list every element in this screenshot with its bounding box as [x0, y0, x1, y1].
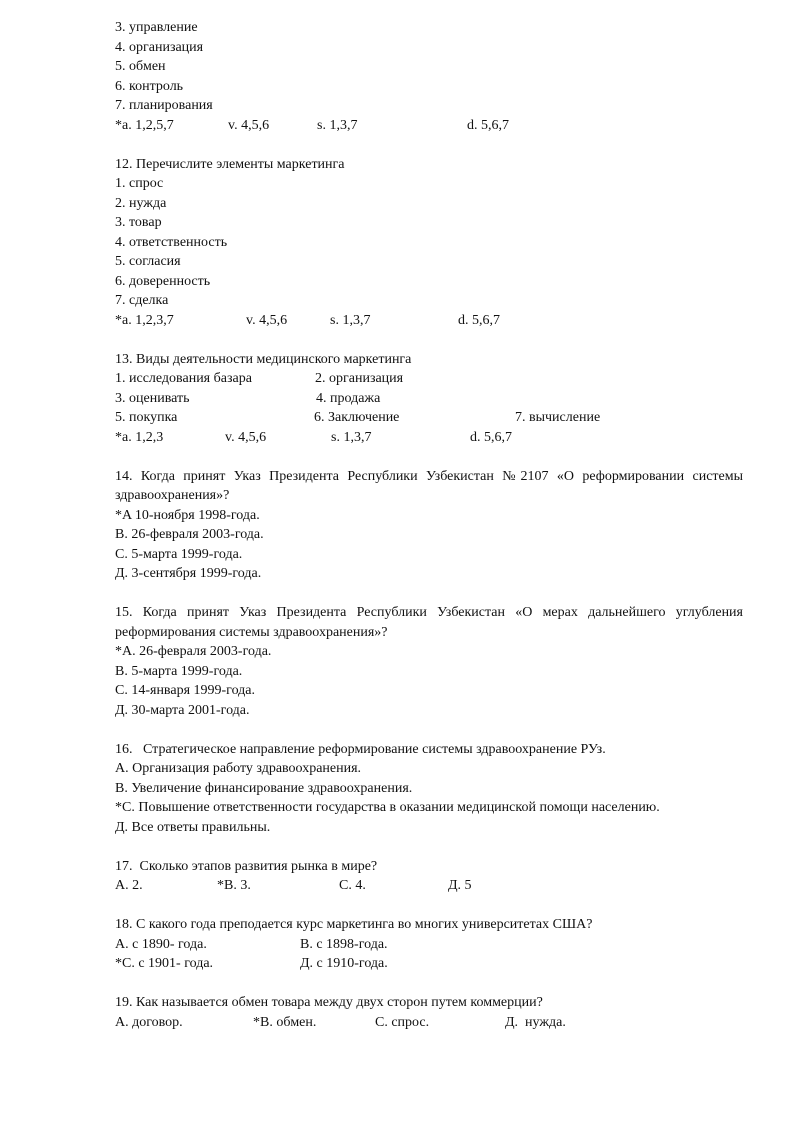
list-item: 3. управление — [115, 20, 198, 35]
list-item: 4. организация — [115, 39, 204, 55]
list-item: 5. обмен — [115, 59, 166, 74]
document-page — [115, 0, 743, 1131]
question-14-text: 14. Когда принят Указ Президента Республики Узбекистан №2107 «О реформировании системы здравоохранения»? — [115, 468, 743, 503]
question-18-text: 18. С какого года преподается курс маркетинга во многих университетах США? — [115, 917, 593, 932]
answer-option: Д. нужда. — [505, 1014, 566, 1030]
answer-option: B. 26-февраля 2003-года. — [115, 527, 264, 542]
answer-option: *B. обмен. — [253, 1014, 317, 1030]
list-item: 1. исследования базара — [115, 371, 252, 386]
answer-option: d. 5,6,7 — [470, 429, 512, 445]
question-13-text: 13. Виды деятельности медицинского маркетинга — [115, 351, 412, 367]
answer-option: Д. Все ответы правильны. — [115, 819, 271, 835]
answer-option: *a. 1,2,3,7 — [115, 312, 174, 328]
answer-option: A. договор. — [115, 1014, 183, 1030]
answer-option: *a. 1,2,3 — [115, 429, 164, 445]
answer-option: s. 1,3,7 — [317, 117, 358, 133]
answer-option: B. 5-марта 1999-года. — [115, 663, 243, 679]
list-item: 5. покупка — [115, 410, 178, 425]
list-item: 6. Заключение — [314, 410, 400, 425]
answer-option: B. с 1898-года. — [300, 936, 388, 952]
answer-option: Д. 3-сентября 1999-года. — [115, 566, 262, 581]
answer-option: C. спрос. — [375, 1014, 430, 1030]
answer-option: *A 10-ноября 1998-года. — [115, 507, 260, 523]
answer-option: C. 14-января 1999-года. — [115, 683, 255, 698]
question-17-text: 17. Сколько этапов развития рынка в мире? — [115, 858, 378, 874]
answer-option: v. 4,5,6 — [228, 117, 270, 133]
list-item: 2. нужда — [115, 195, 167, 211]
answer-option: Д. с 1910-года. — [300, 956, 388, 971]
list-item: 2. организация — [315, 371, 404, 386]
answer-option: d. 5,6,7 — [458, 312, 500, 328]
list-item: 7. сделка — [115, 293, 169, 308]
list-item: 4. продажа — [316, 390, 381, 406]
answer-option: C. 5-марта 1999-года. — [115, 546, 243, 562]
answer-option: *B. 3. — [217, 878, 251, 893]
list-item: 7. планирования — [115, 98, 213, 113]
answer-option: *A. 26-февраля 2003-года. — [115, 644, 272, 659]
list-item: 6. доверенность — [115, 273, 211, 289]
answer-option: s. 1,3,7 — [331, 429, 372, 445]
answer-option: B. Увеличение финансирование здравоохранения. — [115, 780, 413, 796]
answer-option: v. 4,5,6 — [246, 312, 288, 328]
list-item: 4. ответственность — [115, 234, 228, 250]
answer-option: s. 1,3,7 — [330, 312, 371, 328]
list-item: 1. спрос — [115, 176, 164, 191]
answer-option: *C. Повышение ответственности государства в оказании медицинской помощи населению. — [115, 800, 660, 815]
answer-option: A. Организация работу здравоохранения. — [115, 761, 362, 776]
answer-option: C. 4. — [339, 878, 366, 893]
list-item: 7. вычисление — [515, 410, 601, 425]
list-item: 6. контроль — [115, 78, 184, 94]
question-16-text: 16. Стратегическое направление реформирование системы здравоохранение РУз. — [115, 741, 606, 757]
question-19-text: 19. Как называется обмен товара между двух сторон путем коммерции? — [115, 995, 543, 1010]
list-item: 3. оценивать — [115, 390, 190, 406]
list-item: 5. согласия — [115, 254, 181, 269]
answer-option: d. 5,6,7 — [467, 117, 509, 133]
answer-option: Д. 5 — [448, 878, 472, 893]
list-item: 3. товар — [115, 215, 162, 230]
answer-option: Д. 30-марта 2001-года. — [115, 702, 250, 718]
answer-option: A. с 1890- года. — [115, 936, 207, 952]
answer-option: A. 2. — [115, 878, 143, 893]
question-15-text: 15. Когда принят Указ Президента Республики Узбекистан «О мерах дальнейшего углубления реформирования системы здравоохранения»? — [115, 605, 743, 640]
answer-option: *C. с 1901- года. — [115, 956, 214, 971]
answer-option: v. 4,5,6 — [225, 429, 267, 445]
question-12-text: 12. Перечислите элементы маркетинга — [115, 156, 345, 172]
answer-option: *a. 1,2,5,7 — [115, 117, 174, 133]
